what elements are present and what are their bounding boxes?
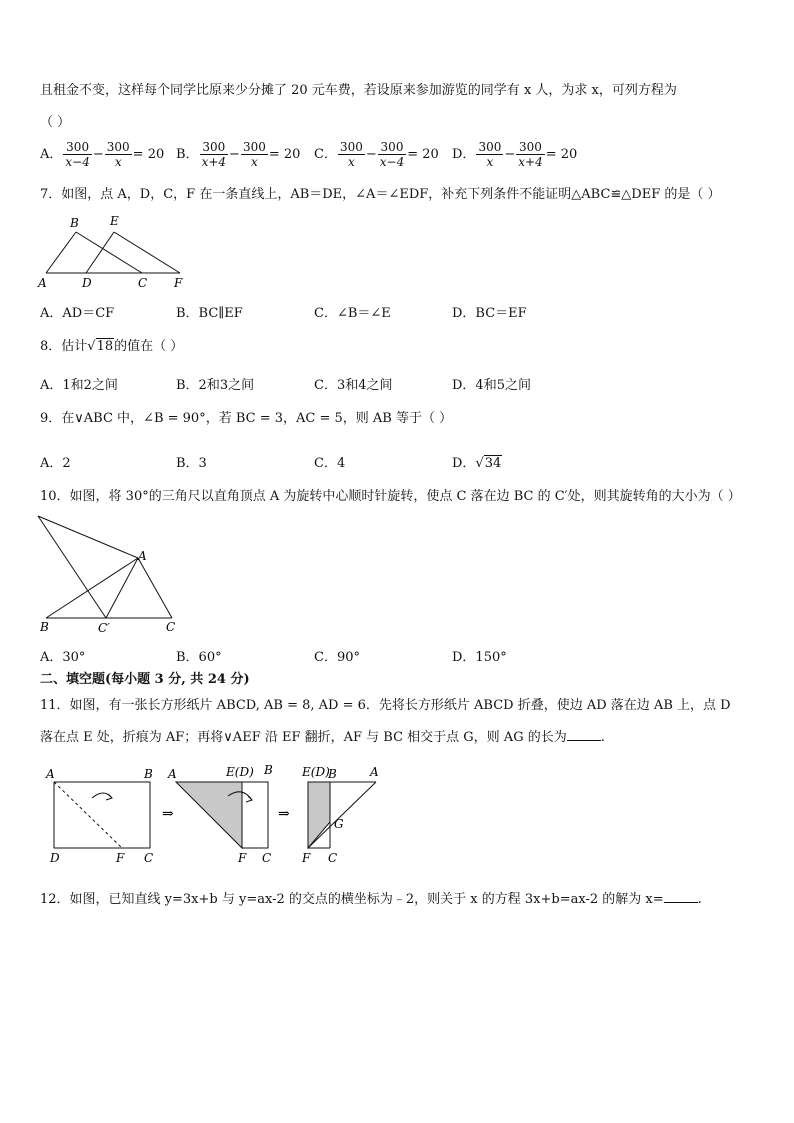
- q6-fraction-2: [241, 140, 268, 169]
- q11-f2-label-B: B: [264, 763, 273, 777]
- q7-option-c: C．∠B＝∠E: [314, 306, 391, 321]
- q8-suffix: 的值在（ ）: [114, 339, 184, 354]
- q6-frac2-den: x−4: [379, 155, 405, 169]
- q6-frac1-num: 300: [63, 140, 91, 155]
- q10-option-c: C．90°: [314, 650, 360, 665]
- q9-option-d-sqrt: √34: [475, 456, 502, 471]
- q6-operator: −: [92, 147, 104, 162]
- q9-option-c: C．4: [314, 456, 346, 471]
- q6-fraction-2: [105, 140, 132, 169]
- q6-frac1-den: x−4: [65, 155, 90, 169]
- q11-figure: [40, 758, 390, 868]
- q6-option-d: [452, 140, 577, 169]
- q11-line2: 落在点 E 处，折痕为 AF；再将∨AEF 沿 EF 翻折，AF 与 BC 相交于点 G，则 AG 的长为: [40, 730, 567, 745]
- q11-f1-label-B: B: [144, 767, 153, 781]
- q11-f2-label-C: C: [262, 851, 272, 865]
- q11-f3-label-G: G: [334, 817, 344, 831]
- q10-option-a: A．30°: [40, 650, 86, 665]
- q11-f3-label-ED: E(D): [302, 765, 330, 779]
- q11-arrow-2: ⇒: [278, 806, 290, 822]
- q10-text: 10．如图，将 30°的三角尺以直角顶点 A 为旋转中心顺时针旋转，使点 C 落在边 BC 的 C′处，则其旋转角的大小为（ ）: [40, 489, 741, 504]
- q7-option-b: B．BC∥EF: [176, 306, 243, 321]
- q6-frac1-den: x+4: [201, 155, 227, 169]
- q11-answer-blank: [567, 728, 601, 741]
- q10-label-C: C: [166, 620, 176, 634]
- q6-frac2-num: 300: [378, 140, 406, 155]
- q7-option-a: A．AD＝CF: [40, 306, 115, 321]
- q11-f2-label-A: A: [168, 767, 177, 781]
- q12-end: .: [697, 892, 702, 907]
- q8-stem: [40, 338, 183, 356]
- q8-prefix: 8．估计: [40, 339, 88, 354]
- q6-fraction-2: [378, 140, 406, 169]
- q11-f3-label-F: F: [302, 851, 311, 865]
- q11-f1-label-D: D: [50, 851, 60, 865]
- q6-fraction-1: [200, 140, 228, 169]
- q6-option-a: [40, 140, 164, 169]
- q6-frac2-den: x: [114, 155, 122, 169]
- q9-option-d-label: D．: [452, 456, 476, 471]
- q8-option-b: B．2和3之间: [176, 378, 255, 393]
- q11-f3-label-C: C: [328, 851, 338, 865]
- q6-frac1-den: x: [486, 155, 494, 169]
- q6-operator: −: [504, 147, 516, 162]
- q6-rhs: = 20: [407, 147, 439, 162]
- q8-option-a: A．1和2之间: [40, 378, 118, 393]
- q7-label-B: B: [70, 216, 79, 230]
- q6-rhs: = 20: [132, 147, 165, 162]
- q6-option-label: D．: [452, 147, 476, 162]
- q11-f3-label-B: B: [328, 767, 337, 781]
- q9-option-d: [452, 452, 502, 471]
- q6-frac1-num: 300: [200, 140, 228, 155]
- q6-fraction-1: [338, 140, 365, 169]
- q10-label-C-prime: C′: [98, 621, 110, 635]
- q6-fraction-1: [476, 140, 503, 169]
- q6-fraction-1: [63, 140, 91, 169]
- q6-text: 且租金不变，这样每个同学比原来少分摊了 20 元车费，若设原来参加游览的同学有 x 人，为求 x，可列方程为: [40, 83, 677, 98]
- q6-answer-paren: （ ）: [40, 115, 71, 130]
- q6-fraction-2: [516, 140, 544, 169]
- q6-option-label: C．: [314, 147, 337, 162]
- q6-frac2-num: 300: [516, 140, 544, 155]
- q11-line1: 11．如图，有一张长方形纸片 ABCD, AB = 8, AD = 6．先将长方形纸片 ABCD 折叠，使边 AD 落在边 AB 上，点 D: [40, 698, 731, 713]
- q8-option-d: D．4和5之间: [452, 378, 531, 393]
- q12-answer-blank: [664, 890, 698, 903]
- q11-f1-label-F: F: [116, 851, 125, 865]
- q12-stem: [40, 890, 702, 909]
- q7-text: 7．如图，点 A，D，C，F 在一条直线上，AB＝DE，∠A＝∠EDF，补充下列条件不能证明△ABC≌△DEF 的是（ ）: [40, 187, 721, 202]
- q10-option-d: D．150°: [452, 650, 507, 665]
- q7-figure: [34, 210, 194, 292]
- q6-rhs: = 20: [268, 147, 301, 162]
- q11-f1-label-C: C: [144, 851, 154, 865]
- q6-operator: −: [365, 147, 377, 162]
- q12-text: 12．如图，已知直线 y=3x+b 与 y=ax-2 的交点的横坐标为﹣2，则关于 x 的方程 3x+b=ax-2 的解为 x=: [40, 892, 664, 907]
- section-title: 二、填空题(每小题 3 分, 共 24 分): [40, 672, 250, 687]
- q9-option-d-radicand: 34: [484, 456, 502, 471]
- q6-option-label: A．: [40, 147, 63, 162]
- q7-option-d: D．BC＝EF: [452, 306, 527, 321]
- q6-option-label: B．: [176, 147, 199, 162]
- q7-label-C: C: [138, 276, 148, 290]
- q6-option-c: [314, 140, 439, 169]
- q11-f1-label-A: A: [46, 767, 55, 781]
- q7-label-D: D: [82, 276, 92, 290]
- q11-line2-wrap: [40, 728, 605, 747]
- q9-option-b: B．3: [176, 456, 207, 471]
- q6-frac2-num: 300: [242, 140, 266, 154]
- q11-line2-end: .: [600, 730, 605, 745]
- q6-option-b: [176, 140, 300, 169]
- q6-frac1-num: 300: [478, 140, 502, 154]
- q10-label-B: B: [40, 620, 49, 634]
- q11-arrow-1: ⇒: [162, 806, 174, 822]
- q7-label-A: A: [38, 276, 47, 290]
- q6-frac1-num: 300: [339, 140, 363, 154]
- q6-rhs: = 20: [545, 147, 578, 162]
- q7-label-F: F: [174, 276, 183, 290]
- q6-frac2-den: x: [251, 155, 258, 169]
- q9-text: 9．在∨ABC 中，∠B = 90°，若 BC = 3，AC = 5，则 AB 等于（ ）: [40, 411, 453, 426]
- q10-label-A: A: [138, 549, 147, 563]
- q11-f2-label-F: F: [238, 851, 247, 865]
- q7-label-E: E: [110, 214, 119, 228]
- q8-sqrt: √18: [87, 339, 114, 354]
- q10-figure: [34, 510, 194, 636]
- q6-frac1-den: x: [348, 155, 355, 169]
- q8-option-c: C．3和4之间: [314, 378, 393, 393]
- q8-radicand: 18: [96, 339, 114, 354]
- q6-frac2-num: 300: [106, 140, 130, 154]
- q11-f3-label-A: A: [370, 765, 379, 779]
- q6-frac2-den: x+4: [518, 155, 543, 169]
- q10-option-b: B．60°: [176, 650, 222, 665]
- q9-option-a: A．2: [40, 456, 71, 471]
- q11-f2-label-ED: E(D): [226, 765, 254, 779]
- q6-operator: −: [229, 147, 240, 162]
